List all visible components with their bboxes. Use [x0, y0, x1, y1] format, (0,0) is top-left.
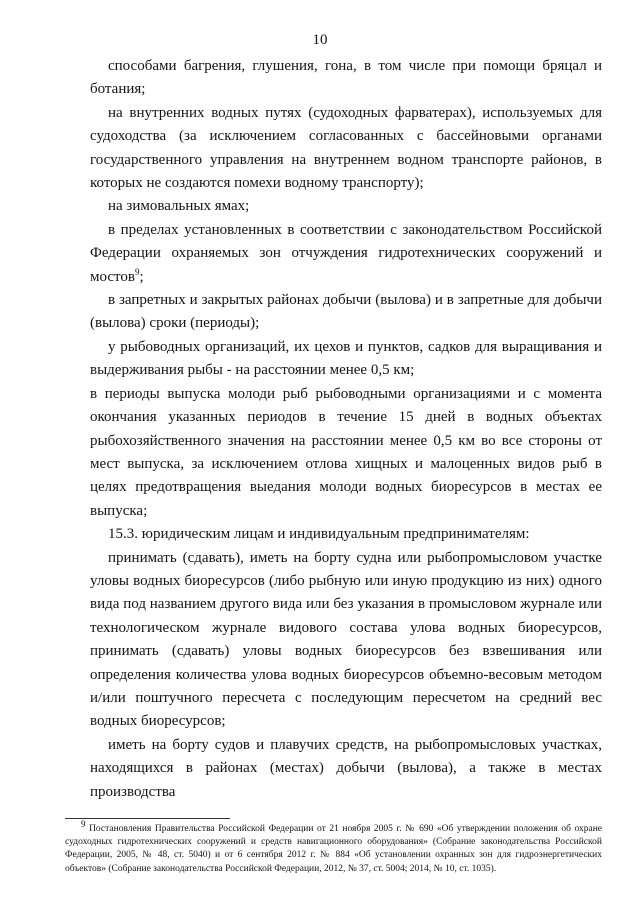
paragraph: иметь на борту судов и плавучих средств, на рыбопромысловых участках, находящихся в районах (местах) добычи (вылова), а также в местах производства	[90, 736, 602, 800]
footnote-marker: 9	[81, 818, 86, 829]
paragraph: в периоды выпуска молоди рыб рыбоводными организациями и с момента окончания указанных периодов в течение 15 дней в водных объектах рыбохозяйственного значения на расстоянии менее 0,5 км во все стороны от мест выпуска, за исключением отлова хищных и малоценных видов рыб в целях предотвращения выедания молоди водных биоресурсов в местах ее выпуска;	[90, 385, 602, 519]
paragraph-tail: ;	[139, 268, 144, 285]
footnote-text: Постановления Правительства Российской Федерации от 21 ноября 2005 г. № 690 «Об утверждении положения об охране судоходных гидротехнических сооружений и средств навигационного оборудования» (Собрание законодательства Российской Федерации, 2005, № 48, ст. 5040) и от 6 сентября 2012 г. № 884 «Об установлении охранных зон для гидроэнергетических объектов» (Собрание законодательства Российской Федерации, 2012, № 37, ст. 5004; 2014, № 10, ст. 1035).	[65, 824, 602, 874]
body-text	[90, 55, 602, 804]
paragraph: у рыбоводных организаций, их цехов и пунктов, садков для выращивания и выдерживания рыбы - на расстоянии менее 0,5 км;	[90, 338, 602, 379]
footnote-divider	[65, 818, 230, 819]
footnote-reference[interactable]: 9	[134, 266, 140, 277]
paragraph: принимать (сдавать), иметь на борту судна или рыбопромысловом участке уловы водных биоресурсов (либо рыбную или иную продукцию из них) одного вида под названием другого вида или без указания в промысловом журнале или технологическом журнале видового состава улова водных биоресурсов, принимать (сдавать) уловы водных биоресурсов без взвешивания или определения количества улова водных биоресурсов объемно-весовым методом и/или поштучного пересчета с последующим пересчетом на средний вес водных биоресурсов;	[90, 549, 602, 730]
paragraph: 15.3. юридическим лицам и индивидуальным предпринимателям:	[108, 526, 530, 543]
footnote	[65, 818, 602, 876]
paragraph: на зимовальных ямах;	[108, 198, 250, 215]
paragraph: в запретных и закрытых районах добычи (вылова) и в запретные для добычи (вылова) сроки (периоды);	[90, 292, 602, 332]
page-number: 10	[312, 32, 328, 48]
paragraph-text: в пределах установленных в соответствии с законодательством Российской Федерации охраняемых зон отчуждения гидротехнических сооружений и мостов	[90, 221, 602, 285]
paragraph: на внутренних водных путях (судоходных фарватерах), используемых для судоходства (за исключением согласованных с бассейновыми органами государственного управления на внутреннем водном транспорте районов, в которых не создаются помехи водному транспорту);	[90, 104, 602, 192]
paragraph-with-footnote	[90, 219, 602, 289]
paragraph: способами багрения, глушения, гона, в том числе при помощи бряцал и ботания;	[90, 58, 602, 98]
